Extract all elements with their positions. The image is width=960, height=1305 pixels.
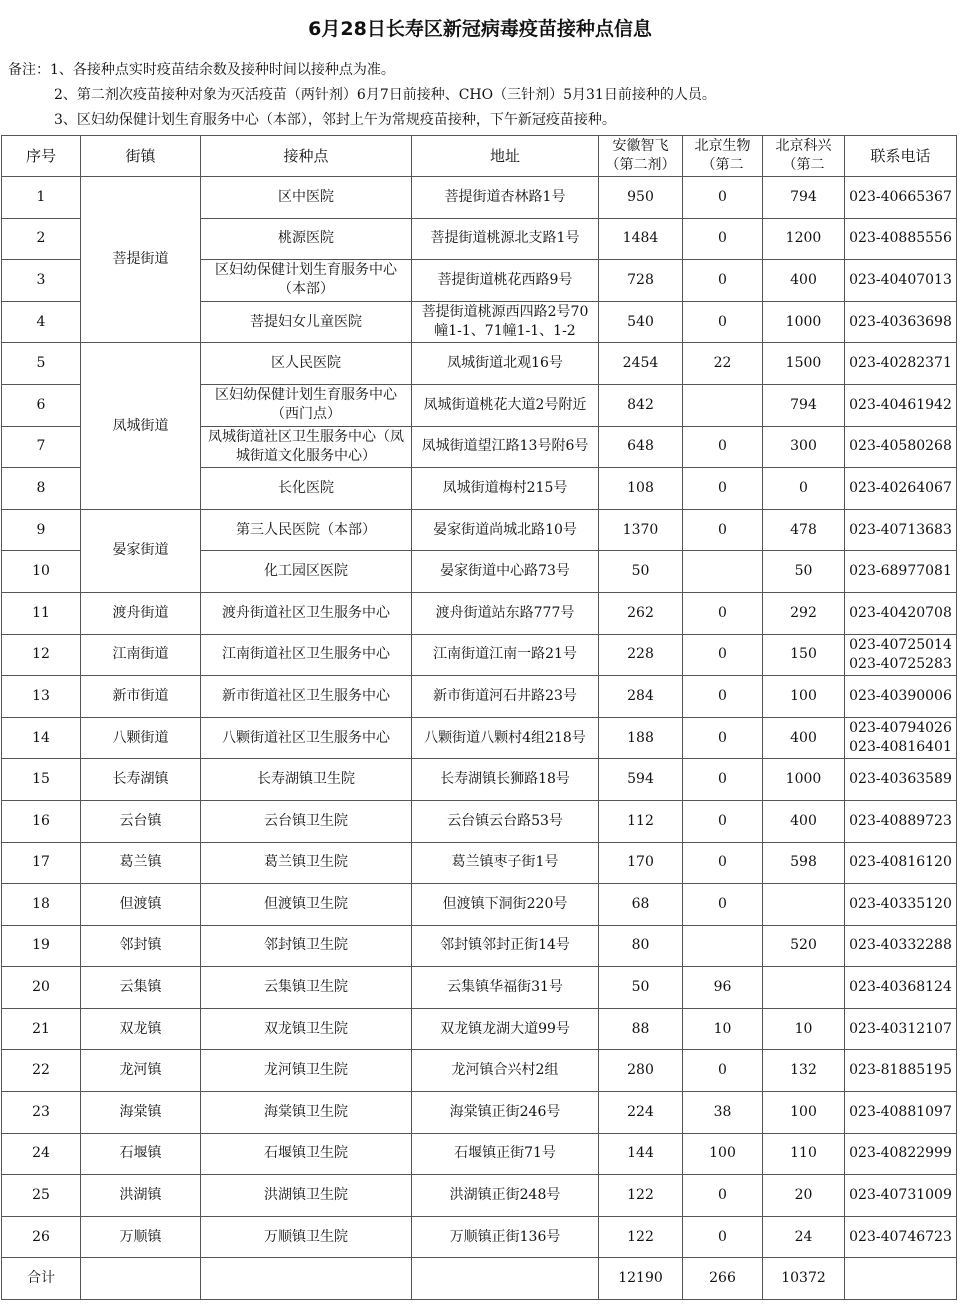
row-no: 1 [2,177,81,219]
table-row [2,1050,957,1092]
row-site: 桃源医院 [201,218,412,260]
row-bjsw: 0 [683,717,763,759]
note-1: 备注：1、各接种点实时疫苗结余数及接种时间以接种点为准。 [8,62,395,78]
row-no: 6 [2,384,81,426]
row-anhui: 2454 [599,343,683,385]
row-phone: 023-40816120 [845,842,957,884]
row-bjkx: 20 [763,1175,845,1217]
row-bjsw: 0 [683,634,763,676]
row-phone: 023-40363698 [845,301,957,343]
row-town: 洪湖镇 [81,1175,201,1217]
row-town: 八颗街道 [81,717,201,759]
table-row [2,842,957,884]
row-site: 区妇幼保健计划生育服务中心（西门点） [201,384,412,426]
row-bjsw: 0 [683,759,763,801]
row-anhui: 68 [599,884,683,926]
row-site: 新市街道社区卫生服务中心 [201,676,412,718]
row-bjsw: 0 [683,1050,763,1092]
row-address: 葛兰镇枣子街1号 [412,842,599,884]
row-phone: 023-40390006 [845,676,957,718]
row-bjsw: 0 [683,509,763,551]
row-site: 但渡镇卫生院 [201,884,412,926]
row-bjsw: 0 [683,842,763,884]
table-row [2,1216,957,1258]
row-bjkx [763,884,845,926]
row-site: 第三人民医院（本部） [201,509,412,551]
row-phone: 023-81885195 [845,1050,957,1092]
header-phone: 联系电话 [845,136,957,177]
row-anhui: 50 [599,551,683,593]
total-empty [201,1258,412,1300]
row-address: 石堰镇正街71号 [412,1133,599,1175]
notes [8,58,953,134]
row-anhui: 170 [599,842,683,884]
row-no: 3 [2,260,81,302]
row-phone: 023-68977081 [845,551,957,593]
row-town: 渡舟街道 [81,592,201,634]
row-no: 17 [2,842,81,884]
row-address: 八颗街道八颗村4组218号 [412,717,599,759]
row-anhui: 112 [599,800,683,842]
row-bjkx: 0 [763,468,845,510]
row-site: 龙河镇卫生院 [201,1050,412,1092]
row-address: 新市街道河石井路23号 [412,676,599,718]
row-bjkx: 1500 [763,343,845,385]
row-address: 菩提街道桃源西四路2号70幢1-1、71幢1-1、1-2 [412,301,599,343]
row-bjkx: 100 [763,676,845,718]
row-no: 24 [2,1133,81,1175]
row-town: 但渡镇 [81,884,201,926]
row-site: 万顺镇卫生院 [201,1216,412,1258]
row-no: 23 [2,1092,81,1134]
table-row [2,509,957,551]
row-address: 双龙镇龙湖大道99号 [412,1008,599,1050]
total-empty [81,1258,201,1300]
row-anhui: 224 [599,1092,683,1134]
row-site: 江南街道社区卫生服务中心 [201,634,412,676]
row-phone: 023-40363589 [845,759,957,801]
row-phone: 023-40312107 [845,1008,957,1050]
row-no: 19 [2,925,81,967]
row-phone: 023-40335120 [845,884,957,926]
row-town: 江南街道 [81,634,201,676]
row-town: 晏家街道 [81,509,201,592]
row-site: 云台镇卫生院 [201,800,412,842]
row-address: 菩提街道杏林路1号 [412,177,599,219]
header-anhui: 安徽智飞（第二剂） [599,136,683,177]
row-no: 4 [2,301,81,343]
total-label: 合计 [2,1258,81,1300]
note-3: 3、区妇幼保健计划生育服务中心（本部），邻封上午为常规疫苗接种，下午新冠疫苗接种。 [54,112,616,128]
row-bjkx: 400 [763,717,845,759]
row-phone: 023-40368124 [845,967,957,1009]
row-address: 海棠镇正街246号 [412,1092,599,1134]
total-bjkx: 10372 [763,1258,845,1300]
row-phone: 023-40725014 023-40725283 [845,634,957,676]
table-row [2,1008,957,1050]
row-bjkx: 1200 [763,218,845,260]
row-bjsw: 0 [683,592,763,634]
row-town: 云台镇 [81,800,201,842]
row-bjkx: 24 [763,1216,845,1258]
row-address: 万顺镇正街136号 [412,1216,599,1258]
total-empty [845,1258,957,1300]
row-town: 葛兰镇 [81,842,201,884]
table-row [2,759,957,801]
row-phone: 023-40881097 [845,1092,957,1134]
header-address: 地址 [412,136,599,177]
row-no: 25 [2,1175,81,1217]
row-anhui: 594 [599,759,683,801]
row-bjsw: 0 [683,301,763,343]
row-site: 洪湖镇卫生院 [201,1175,412,1217]
row-phone: 023-40746723 [845,1216,957,1258]
row-no: 14 [2,717,81,759]
row-bjsw: 0 [683,1216,763,1258]
row-phone: 023-40713683 [845,509,957,551]
row-no: 10 [2,551,81,593]
row-bjkx: 400 [763,800,845,842]
total-empty [412,1258,599,1300]
row-no: 18 [2,884,81,926]
row-bjsw: 10 [683,1008,763,1050]
row-bjkx: 100 [763,1092,845,1134]
table-row [2,177,957,219]
row-address: 云集镇华福街31号 [412,967,599,1009]
row-no: 15 [2,759,81,801]
table-row [2,592,957,634]
row-site: 凤城街道社区卫生服务中心（凤城街道文化服务中心） [201,426,412,468]
row-town: 长寿湖镇 [81,759,201,801]
row-town: 邻封镇 [81,925,201,967]
row-bjkx: 1000 [763,301,845,343]
row-site: 菩提妇女儿童医院 [201,301,412,343]
row-site: 云集镇卫生院 [201,967,412,1009]
header-site: 接种点 [201,136,412,177]
header-no: 序号 [2,136,81,177]
row-phone: 023-40282371 [845,343,957,385]
row-bjsw: 38 [683,1092,763,1134]
row-bjkx: 400 [763,260,845,302]
row-phone: 023-40665367 [845,177,957,219]
row-bjkx: 520 [763,925,845,967]
row-town: 新市街道 [81,676,201,718]
table-body [2,177,957,1258]
row-anhui: 108 [599,468,683,510]
row-anhui: 228 [599,634,683,676]
row-address: 晏家街道尚城北路10号 [412,509,599,551]
total-anhui: 12190 [599,1258,683,1300]
row-bjkx: 10 [763,1008,845,1050]
table-row [2,717,957,759]
row-bjsw [683,384,763,426]
table-row [2,343,957,385]
row-bjkx: 794 [763,177,845,219]
table-row [2,1092,957,1134]
row-phone: 023-40420708 [845,592,957,634]
row-site: 葛兰镇卫生院 [201,842,412,884]
row-town: 云集镇 [81,967,201,1009]
row-no: 12 [2,634,81,676]
row-town: 石堰镇 [81,1133,201,1175]
row-bjkx: 132 [763,1050,845,1092]
row-anhui: 1484 [599,218,683,260]
row-site: 石堰镇卫生院 [201,1133,412,1175]
row-town: 双龙镇 [81,1008,201,1050]
row-address: 云台镇云台路53号 [412,800,599,842]
row-phone: 023-40332288 [845,925,957,967]
row-bjsw [683,551,763,593]
row-site: 渡舟街道社区卫生服务中心 [201,592,412,634]
row-bjkx: 794 [763,384,845,426]
row-anhui: 842 [599,384,683,426]
row-bjsw: 0 [683,468,763,510]
table-row [2,676,957,718]
row-address: 龙河镇合兴村2组 [412,1050,599,1092]
row-town: 菩提街道 [81,177,201,343]
row-no: 21 [2,1008,81,1050]
row-address: 菩提街道桃源北支路1号 [412,218,599,260]
row-address: 渡舟街道站东路777号 [412,592,599,634]
row-site: 八颗街道社区卫生服务中心 [201,717,412,759]
row-bjkx: 50 [763,551,845,593]
row-bjsw: 0 [683,426,763,468]
row-anhui: 280 [599,1050,683,1092]
row-site: 海棠镇卫生院 [201,1092,412,1134]
row-bjkx: 478 [763,509,845,551]
row-address: 晏家街道中心路73号 [412,551,599,593]
row-no: 26 [2,1216,81,1258]
row-bjsw: 96 [683,967,763,1009]
row-phone: 023-40889723 [845,800,957,842]
row-anhui: 80 [599,925,683,967]
header-row [2,136,957,177]
row-anhui: 262 [599,592,683,634]
row-site: 双龙镇卫生院 [201,1008,412,1050]
row-anhui: 122 [599,1175,683,1217]
row-address: 凤城街道梅村215号 [412,468,599,510]
row-town: 万顺镇 [81,1216,201,1258]
row-bjkx: 292 [763,592,845,634]
row-bjsw: 0 [683,1175,763,1217]
row-address: 凤城街道望江路13号附6号 [412,426,599,468]
row-bjsw [683,925,763,967]
row-site: 区中医院 [201,177,412,219]
row-bjkx: 1000 [763,759,845,801]
row-no: 9 [2,509,81,551]
table-row [2,925,957,967]
row-bjkx: 150 [763,634,845,676]
row-address: 凤城街道桃花大道2号附近 [412,384,599,426]
row-no: 11 [2,592,81,634]
row-anhui: 88 [599,1008,683,1050]
row-address: 长寿湖镇长狮路18号 [412,759,599,801]
row-anhui: 144 [599,1133,683,1175]
row-bjkx: 598 [763,842,845,884]
row-address: 洪湖镇正街248号 [412,1175,599,1217]
row-anhui: 728 [599,260,683,302]
row-no: 20 [2,967,81,1009]
header-bjkx: 北京科兴（第二 [763,136,845,177]
row-bjsw: 0 [683,218,763,260]
row-anhui: 540 [599,301,683,343]
row-town: 海棠镇 [81,1092,201,1134]
table-row [2,1133,957,1175]
row-bjsw: 22 [683,343,763,385]
row-bjsw: 0 [683,260,763,302]
row-bjkx [763,967,845,1009]
row-town: 龙河镇 [81,1050,201,1092]
row-site: 化工园区医院 [201,551,412,593]
row-no: 5 [2,343,81,385]
row-phone: 023-40731009 [845,1175,957,1217]
row-no: 22 [2,1050,81,1092]
row-phone: 023-40264067 [845,468,957,510]
table-row [2,634,957,676]
row-anhui: 284 [599,676,683,718]
row-anhui: 122 [599,1216,683,1258]
table-row [2,1175,957,1217]
row-bjkx: 110 [763,1133,845,1175]
row-bjsw: 0 [683,177,763,219]
row-site: 长寿湖镇卫生院 [201,759,412,801]
row-bjsw: 0 [683,884,763,926]
row-site: 长化医院 [201,468,412,510]
total-bjsw: 266 [683,1258,763,1300]
row-phone: 023-40794026 023-40816401 [845,717,957,759]
row-no: 13 [2,676,81,718]
note-2: 2、第二剂次疫苗接种对象为灭活疫苗（两针剂）6月7日前接种、CHO（三针剂）5月31日前接种的人员。 [54,87,716,103]
row-anhui: 950 [599,177,683,219]
table-row [2,967,957,1009]
row-bjsw: 0 [683,676,763,718]
row-site: 邻封镇卫生院 [201,925,412,967]
row-no: 8 [2,468,81,510]
row-address: 凤城街道北观16号 [412,343,599,385]
header-town: 街镇 [81,136,201,177]
row-no: 7 [2,426,81,468]
row-address: 江南街道江南一路21号 [412,634,599,676]
row-town: 凤城街道 [81,343,201,509]
table-row [2,884,957,926]
row-phone: 023-40885556 [845,218,957,260]
row-anhui: 648 [599,426,683,468]
row-anhui: 1370 [599,509,683,551]
row-no: 16 [2,800,81,842]
row-bjsw: 100 [683,1133,763,1175]
vaccination-sites-table [1,135,957,1300]
row-phone: 023-40580268 [845,426,957,468]
row-anhui: 50 [599,967,683,1009]
row-phone: 023-40822999 [845,1133,957,1175]
table-row [2,800,957,842]
row-address: 但渡镇下洞街220号 [412,884,599,926]
row-phone: 023-40461942 [845,384,957,426]
row-site: 区人民医院 [201,343,412,385]
row-no: 2 [2,218,81,260]
header-bjsw: 北京生物（第二 [683,136,763,177]
page-title: 6月28日长寿区新冠病毒疫苗接种点信息 [308,18,652,40]
row-site: 区妇幼保健计划生育服务中心（本部） [201,260,412,302]
row-address: 邻封镇邻封正街14号 [412,925,599,967]
row-anhui: 188 [599,717,683,759]
total-row [2,1258,957,1300]
row-bjsw: 0 [683,800,763,842]
row-address: 菩提街道桃花西路9号 [412,260,599,302]
row-bjkx: 300 [763,426,845,468]
row-phone: 023-40407013 [845,260,957,302]
